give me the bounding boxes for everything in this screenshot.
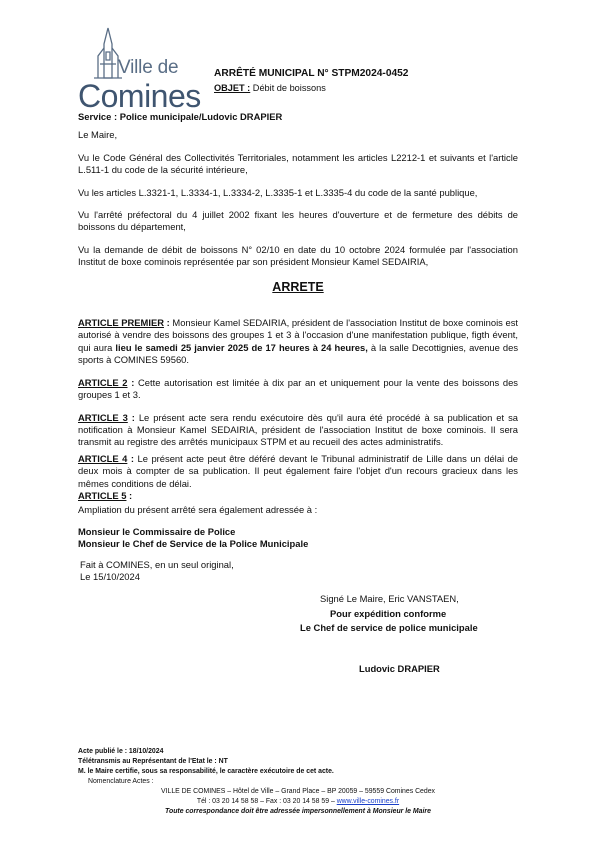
signature-conforme: Pour expédition conforme [330,607,447,619]
footer-published: Acte publié le : 18/10/2024 [78,748,164,755]
subject-label: OBJET : [214,83,251,93]
logo-text-ville: Ville de [118,57,179,78]
signature-mayor: Signé Le Maire, Eric VANSTAEN, [320,593,459,605]
article-2 [78,377,518,402]
article-1-event-date: lieu le samedi 25 janvier 2025 de 17 heures à 24 heures, [115,341,368,353]
decree-body [78,111,518,675]
article-1-label: ARTICLE PREMIER [78,317,164,329]
subject-value: Débit de boissons [250,83,326,93]
article-5 [78,490,518,502]
footer-contact [78,797,518,807]
footer [78,747,518,817]
article-3-label: ARTICLE 3 [78,411,128,423]
article-2-label: ARTICLE 2 [78,376,128,388]
vu-paragraph-4: Vu la demande de débit de boissons N° 02/10 en date du 10 octobre 2024 formulée par l'association Institut de boxe cominois représentée par son président Monsieur Kamel SEDAIRIA, [78,243,518,268]
footer-tel: Tél : 03 20 14 58 58 – Fax : 03 20 14 58 59 – [196,798,337,805]
place-line: Fait à COMINES, en un seul original, [80,558,234,570]
decree-subject [214,83,326,93]
vu-paragraph-3: Vu l'arrêté préfectoral du 4 juillet 2002 fixant les heures d'ouverture et de fermeture des débits de boissons du département, [78,209,518,233]
article-1-sep: : [163,317,173,329]
recipient-2: Monsieur le Chef de Service de la Police Municipale [78,538,309,550]
date-line: Le 15/10/2024 [80,570,140,582]
recipient-1: Monsieur le Commissaire de Police [78,525,236,537]
vu-paragraph-2: Vu les articles L.3321-1, L.3334-1, L.3334-2, L.3335-1 et L.3335-4 du code de la santé publique, [78,186,478,198]
article-2-sep: : [127,376,139,388]
arrete-heading: ARRETE [272,279,324,294]
salutation: Le Maire, [78,129,118,141]
article-1-text-c: à la salle Decottignies, avenue des sports à COMINES 59560. [78,341,519,366]
article-3-sep: : [127,411,139,423]
ampliation-line: Ampliation du présent arrêté sera également adressée à : [78,504,318,516]
article-3-text: Le présent acte sera rendu exécutoire dès qu'il aura été procédé à sa publication et sa notification à Monsieur Kamel SEDAIRIA, président de l'association Institut de boxe cominois. Il sera transmit au registre des arrêtés municipaux STPM et au recueil des actes administratifs. [78,411,518,448]
service-line: Service : Police municipale/Ludovic DRAPIER [78,111,283,122]
logo-text-comines: Comines [78,78,201,114]
article-1 [78,317,518,367]
footer-address: VILLE DE COMINES – Hôtel de Ville – Grand Place – BP 20059 – 59559 Comines Cedex [161,788,435,795]
footer-teletransmis: Télétransmis au Représentant de l'Etat le : NT [78,758,228,765]
article-2-text: Cette autorisation est limitée à dix par an et uniquement pour la vente des boissons des groupes 1 et 3. [78,376,518,401]
article-4-sep: : [127,452,138,464]
vu-paragraph-1: Vu le Code Général des Collectivités Territoriales, notamment les articles L2212-1 et suivants et l'article L.511-1 du code de la sécurité intérieure, [78,151,518,176]
footer-note: Toute correspondance doit être adressée impersonnellement à Monsieur le Maire [165,808,431,815]
city-logo [76,26,201,114]
article-5-label: ARTICLE 5 [78,489,127,501]
decree-title: ARRÊTÉ MUNICIPAL N° STPM2024-0452 [214,68,409,79]
article-1-text-a: Monsieur Kamel SEDAIRIA, président de l'association Institut de boxe cominois est autorisé à vendre des boissons des groupes 1 et 3 à l'occasion d'une manifestation publique, figth évent, qui aura [78,317,518,353]
signer-name: Ludovic DRAPIER [359,662,440,674]
footer-nomenclature: Nomenclature Actes : [88,778,154,785]
signature-chief: Le Chef de service de police municipale [300,622,478,634]
website-link[interactable]: www.ville-comines.fr [336,798,400,805]
article-4-label: ARTICLE 4 [78,452,128,464]
article-4 [78,453,518,490]
article-5-sep: : [126,489,133,501]
footer-certify: M. le Maire certifie, sous sa responsabilité, le caractère exécutoire de cet acte. [78,768,334,775]
article-3 [78,412,518,449]
article-4-text: Le présent acte peut être déféré devant le Tribunal administratif de Lille dans un délai de deux mois à compter de sa publication. Il peut également faire l'objet d'un recours gracieux dans les mêmes conditions de délai. [78,452,518,489]
